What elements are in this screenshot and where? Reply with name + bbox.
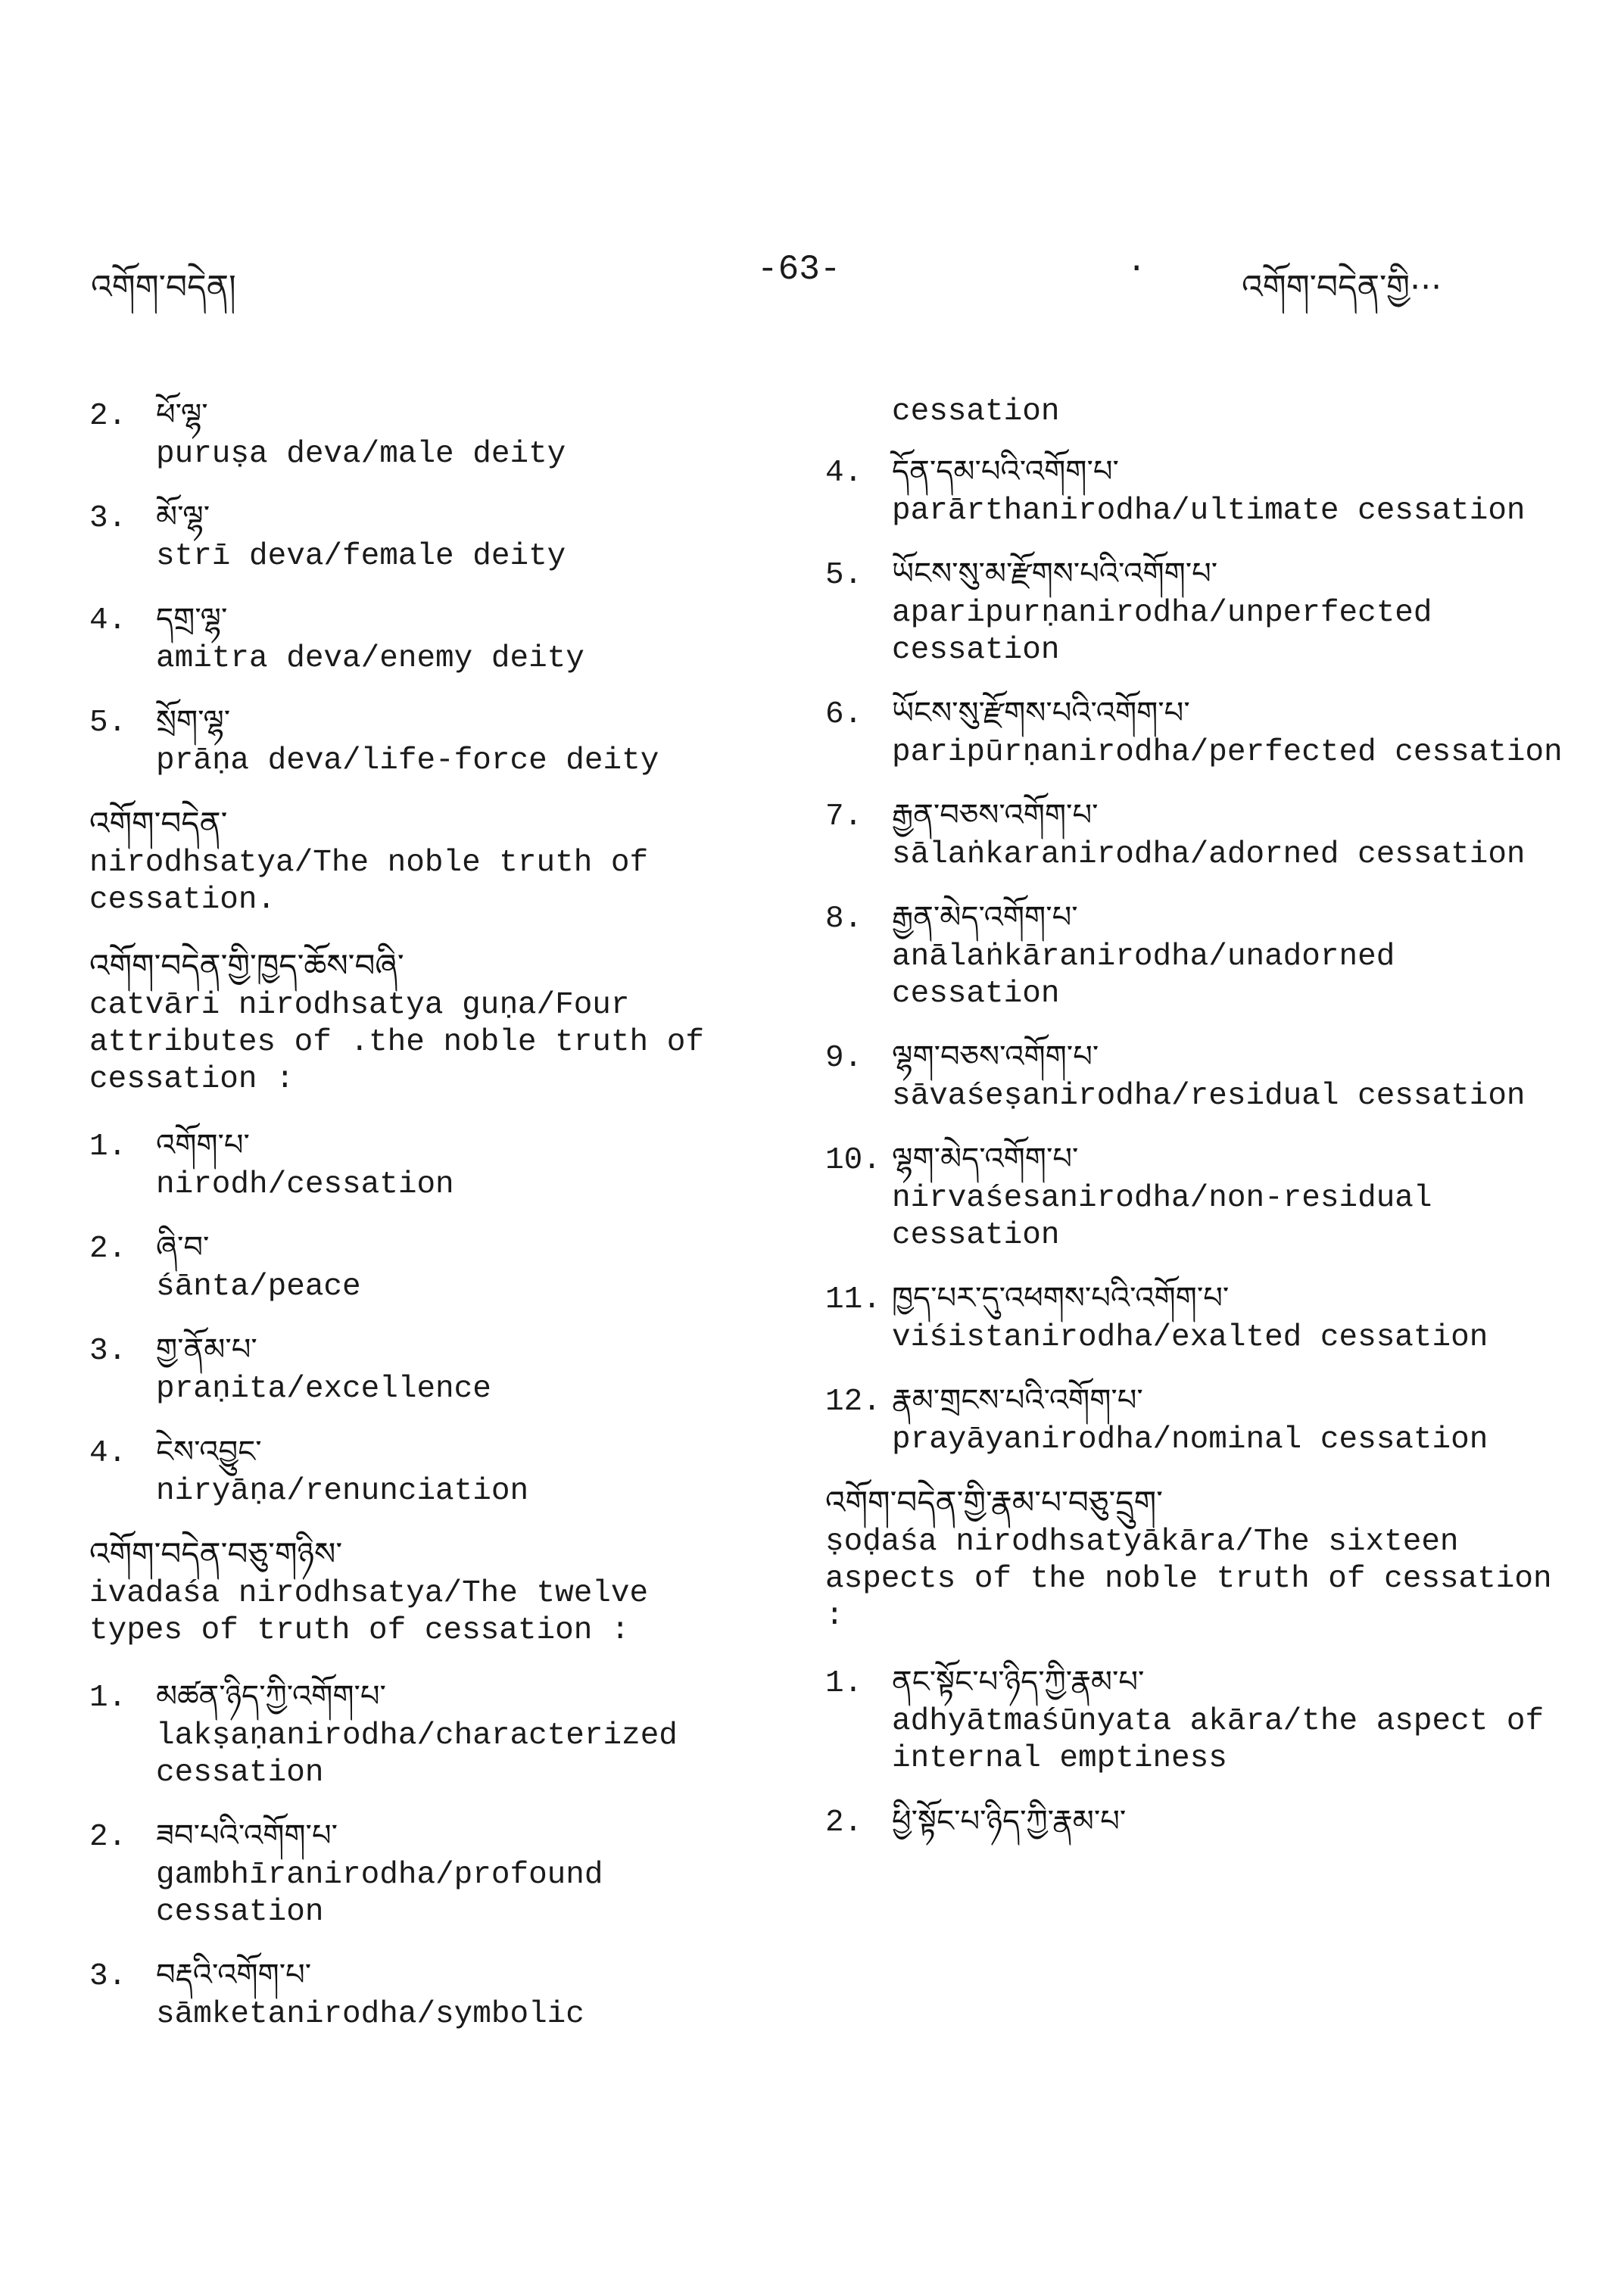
- list-item: [89, 394, 756, 473]
- list-item: [825, 1277, 1575, 1357]
- translation: viśistanirodha/exalted cessation: [892, 1320, 1488, 1355]
- item-number: 4.: [89, 1436, 127, 1471]
- list-item: [89, 1954, 756, 2033]
- item-number: 3.: [89, 1334, 127, 1369]
- item-number: 10.: [825, 1143, 881, 1178]
- translation: sālaṅkaranirodha/adorned cessation: [892, 837, 1526, 872]
- list-item: [825, 1800, 1575, 1843]
- tibetan-term: གྱ་ནོམ་པ་: [156, 1332, 257, 1367]
- tibetan-term: མོ་ལྷ་: [156, 500, 210, 534]
- item-number: 11.: [825, 1282, 881, 1317]
- tibetan-term: དོན་དམ་པའི་འགོག་པ་: [892, 454, 1119, 489]
- tibetan-term: ཡོངས་སུ་རྫོགས་པའི་འགོག་པ་: [892, 696, 1190, 731]
- translation: puruṣa deva/male deity: [156, 437, 566, 472]
- translation: nirvaśesanirodha/non-residual cessation: [892, 1181, 1451, 1253]
- tibetan-term: ཁྱད་པར་དུ་འཕགས་པའི་འགོག་པ་: [892, 1281, 1230, 1316]
- heading-translation: ivadaśa nirodhsatya/The twelve types of truth of cessation :: [89, 1576, 667, 1648]
- item-number: 8.: [825, 902, 863, 936]
- list-item: [825, 553, 1575, 669]
- item-number: 7.: [825, 799, 863, 834]
- tibetan-term: རྒྱན་བཅས་འགོག་པ་: [892, 798, 1099, 833]
- item-number: 4.: [89, 603, 127, 638]
- running-head-right: འགོག་བདེན་གྱི···: [1242, 268, 1442, 307]
- tibetan-term: འགོག་པ་: [156, 1128, 250, 1163]
- tibetan-term: ཕྱི་སྟོང་པ་ཉིད་ཀྱི་རྣམ་པ་: [892, 1804, 1127, 1839]
- section-heading-twelve-types: [89, 1533, 756, 1650]
- translation: parārthanirodha/ultimate cessation: [892, 494, 1526, 528]
- translation: aparipurṇanirodha/unperfected cessation: [892, 596, 1451, 668]
- heading-translation: ṣoḍaśa nirodhsatyākāra/The sixteen aspects of the noble truth of cessation :: [825, 1525, 1571, 1634]
- tibetan-term: ཟབ་པའི་འགོག་པ་: [156, 1818, 338, 1853]
- tibetan-term: ཕོ་ལྷ་: [156, 397, 208, 432]
- tibetan-term: ནང་སྟོང་པ་ཉིད་ཀྱི་རྣམ་པ་: [892, 1665, 1145, 1699]
- list-item: [89, 598, 756, 678]
- list-item: [89, 1815, 756, 1931]
- tibetan-term: ཡོངས་སུ་མ་རྫོགས་པའི་འགོག་པ་: [892, 556, 1218, 591]
- translation: gambhīranirodha/profound cessation: [156, 1858, 622, 1930]
- header-dot: ·: [1127, 250, 1147, 288]
- translation: sāvaśeṣanirodha/residual cessation: [892, 1079, 1526, 1114]
- translation: paripūrṇanirodha/perfected cessation: [892, 735, 1563, 770]
- item-number: 5.: [825, 558, 863, 593]
- translation: strī deva/female deity: [156, 539, 566, 574]
- section-heading-sixteen-aspects: [825, 1481, 1575, 1635]
- item-number: 12.: [825, 1385, 881, 1419]
- list-item: [825, 1379, 1575, 1459]
- list-item: [89, 1329, 756, 1408]
- translation: lakṣaṇanirodha/characterized cessation: [156, 1718, 697, 1790]
- tibetan-term: དགྲ་ལྷ་: [156, 602, 228, 637]
- item-number: 2.: [89, 399, 127, 434]
- translation: śānta/peace: [156, 1270, 361, 1304]
- list-item: [89, 1226, 756, 1306]
- translation: praṇita/excellence: [156, 1372, 491, 1407]
- translation: prayāyanirodha/nominal cessation: [892, 1422, 1488, 1457]
- item-number: 1.: [825, 1666, 863, 1701]
- right-column: [825, 394, 1575, 1865]
- item-number: 9.: [825, 1041, 863, 1076]
- translation: prāṇa deva/life-force deity: [156, 743, 659, 778]
- list-item: [825, 1661, 1575, 1777]
- item-number: 2.: [825, 1805, 863, 1840]
- list-item: [825, 794, 1575, 874]
- list-item: [825, 450, 1575, 530]
- item-number: 2.: [89, 1232, 127, 1266]
- tibetan-term: མཚན་ཉིད་ཀྱི་འགོག་པ་: [156, 1679, 386, 1714]
- tibetan-term: ལྷག་བཅས་འགོག་པ་: [892, 1039, 1099, 1074]
- tibetan-heading: འགོག་བདེན་: [89, 805, 228, 842]
- list-item: [825, 1036, 1575, 1115]
- translation: niryāṇa/renunciation: [156, 1474, 529, 1509]
- translation: adhyātmaśūnyata akāra/the aspect of internal emptiness: [892, 1704, 1563, 1776]
- tibetan-term: ལྷག་མེད་འགོག་པ་: [892, 1142, 1079, 1176]
- list-item: [825, 692, 1575, 771]
- item-number: 3.: [89, 1959, 127, 1994]
- running-head-left: འགོག་བདེན།: [91, 268, 236, 307]
- continued-text: cessation: [892, 394, 1060, 429]
- item-number: 3.: [89, 501, 127, 536]
- translation: nirodh/cessation: [156, 1167, 454, 1202]
- item-number: 5.: [89, 706, 127, 740]
- item-number: 1.: [89, 1129, 127, 1164]
- list-item: [89, 700, 756, 780]
- heading-translation: catvāri nirodhsatya guṇa/Four attributes of .the noble truth of cessation :: [89, 988, 723, 1097]
- tibetan-heading: འགོག་བདེན་གྱི་ཁྱད་ཆོས་བཞི་: [89, 947, 404, 984]
- section-heading-cessation: [89, 802, 756, 919]
- translation: sāmketanirodha/symbolic: [156, 1997, 584, 2032]
- list-item: [825, 1138, 1575, 1254]
- item-number: 2.: [89, 1820, 127, 1855]
- list-item: [89, 496, 756, 575]
- heading-translation: nirodhsatya/The noble truth of cessation.: [89, 846, 667, 918]
- list-item: [825, 896, 1575, 1013]
- item-number: 6.: [825, 697, 863, 732]
- page-header: [0, 250, 1624, 307]
- tibetan-term: རྣམ་གྲངས་པའི་འགོག་པ་: [892, 1383, 1143, 1418]
- item-number: 1.: [89, 1681, 127, 1715]
- tibetan-term: སྲོག་ལྷ་: [156, 704, 231, 739]
- section-heading-four-attributes: [89, 945, 756, 1098]
- tibetan-term: ངེས་འབྱུང་: [156, 1435, 262, 1469]
- item-number: 4.: [825, 456, 863, 491]
- list-item: [89, 1675, 756, 1792]
- tibetan-term: ཞི་བ་: [156, 1230, 210, 1265]
- tibetan-term: རྒྱན་མེད་འགོག་པ་: [892, 900, 1078, 935]
- tibetan-term: བརྡའི་འགོག་པ་: [156, 1958, 312, 1992]
- page-number: -63-: [757, 250, 841, 289]
- list-item: [89, 1431, 756, 1510]
- tibetan-heading: འགོག་བདེན་གྱི་རྣམ་པ་བཅུ་དྲུག་: [825, 1484, 1163, 1521]
- tibetan-heading: འགོག་བདེན་བཅུ་གཉིས་: [89, 1535, 343, 1572]
- translation: anālaṅkāranirodha/unadorned cessation: [892, 939, 1414, 1011]
- list-item: [89, 1124, 756, 1204]
- translation: amitra deva/enemy deity: [156, 641, 584, 676]
- left-column: [89, 394, 756, 2056]
